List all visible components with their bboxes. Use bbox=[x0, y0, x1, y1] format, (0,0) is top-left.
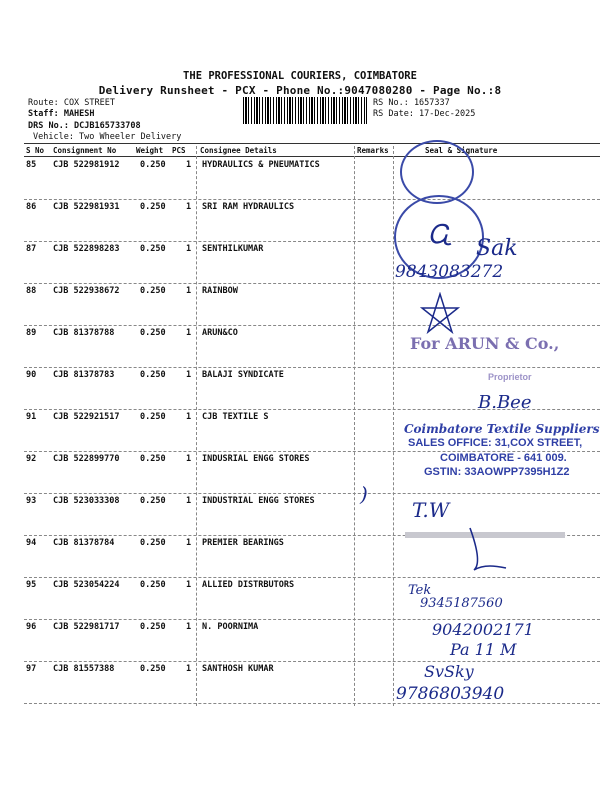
header-bottom-rule bbox=[24, 156, 600, 157]
signature-drawing bbox=[418, 292, 462, 336]
col-pcs: PCS bbox=[172, 146, 186, 155]
row-sno: 85 bbox=[26, 160, 37, 170]
vehicle-label: Vehicle: Two Wheeler Delivery bbox=[33, 132, 182, 142]
staff-label: Staff: MAHESH bbox=[28, 109, 95, 119]
col-signature: Seal & Signature bbox=[425, 146, 498, 155]
row-divider bbox=[24, 661, 600, 662]
row-weight: 0.250 bbox=[140, 622, 166, 632]
row-sno: 92 bbox=[26, 454, 37, 464]
row-weight: 0.250 bbox=[140, 370, 166, 380]
col-consignee: Consignee Details bbox=[200, 146, 277, 155]
row-sno: 88 bbox=[26, 286, 37, 296]
row-divider bbox=[24, 199, 600, 200]
row-weight: 0.250 bbox=[140, 454, 166, 464]
col-divider bbox=[196, 146, 197, 706]
signature-drawing bbox=[460, 520, 510, 575]
textile-stamp-title: Coimbatore Textile Suppliers bbox=[404, 422, 600, 436]
row-weight: 0.250 bbox=[140, 538, 166, 548]
col-consignment: Consignment No bbox=[53, 146, 117, 155]
row-consignee: ARUN&CO bbox=[202, 328, 238, 338]
row-sno: 93 bbox=[26, 496, 37, 506]
row-divider bbox=[24, 703, 600, 704]
row-consignment-no: CJB 523054224 bbox=[53, 580, 120, 590]
row-consignment-no: CJB 81557388 bbox=[53, 664, 115, 674]
textile-stamp-line: SALES OFFICE: 31,COX STREET, bbox=[408, 437, 583, 449]
handwritten-phone: 9042002171 bbox=[432, 620, 534, 639]
company-title: THE PROFESSIONAL COURIERS, COIMBATORE bbox=[183, 70, 417, 82]
row-weight: 0.250 bbox=[140, 580, 166, 590]
row-consignee: PREMIER BEARINGS bbox=[202, 538, 284, 548]
row-divider bbox=[24, 283, 600, 284]
row-consignment-no: CJB 81378788 bbox=[53, 328, 115, 338]
row-consignment-no: CJB 522981912 bbox=[53, 160, 120, 170]
row-divider bbox=[24, 577, 600, 578]
textile-stamp-line: GSTIN: 33AOWPP7395H1Z2 bbox=[424, 466, 570, 478]
row-sno: 90 bbox=[26, 370, 37, 380]
signature-scribble: Pa 11 M bbox=[450, 640, 517, 659]
row-pcs: 1 bbox=[186, 538, 192, 548]
signature-scribble: Tek bbox=[408, 583, 432, 598]
row-divider bbox=[24, 325, 600, 326]
row-weight: 0.250 bbox=[140, 664, 166, 674]
row-sno: 95 bbox=[26, 580, 37, 590]
row-pcs: 1 bbox=[186, 622, 192, 632]
row-sno: 94 bbox=[26, 538, 37, 548]
row-consignee: INDUSRIAL ENGG STORES bbox=[202, 454, 310, 464]
row-consignee: SENTHILKUMAR bbox=[202, 244, 264, 254]
row-pcs: 1 bbox=[186, 496, 192, 506]
row-consignment-no: CJB 523033308 bbox=[53, 496, 120, 506]
row-sno: 86 bbox=[26, 202, 37, 212]
row-sno: 91 bbox=[26, 412, 37, 422]
row-pcs: 1 bbox=[186, 160, 192, 170]
row-weight: 0.250 bbox=[140, 328, 166, 338]
row-weight: 0.250 bbox=[140, 202, 166, 212]
rs-number: RS No.: 1657337 bbox=[373, 98, 450, 108]
textile-stamp-line: COIMBATORE - 641 009. bbox=[440, 452, 567, 464]
barcode bbox=[243, 97, 367, 124]
row-consignment-no: CJB 522938672 bbox=[53, 286, 120, 296]
row-sno: 87 bbox=[26, 244, 37, 254]
signature-scribble: Sak bbox=[476, 236, 518, 261]
row-consignment-no: CJB 81378784 bbox=[53, 538, 115, 548]
row-pcs: 1 bbox=[186, 286, 192, 296]
signature-scribble: SvSky bbox=[424, 662, 474, 681]
proprietor-label: Proprietor bbox=[488, 372, 532, 382]
rs-date: RS Date: 17-Dec-2025 bbox=[373, 109, 476, 119]
handwritten-phone: 9843083272 bbox=[395, 262, 504, 282]
row-weight: 0.250 bbox=[140, 286, 166, 296]
row-consignment-no: CJB 522898283 bbox=[53, 244, 120, 254]
row-consignee: CJB TEXTILE S bbox=[202, 412, 269, 422]
handwritten-phone: 9786803940 bbox=[396, 684, 505, 704]
row-weight: 0.250 bbox=[140, 496, 166, 506]
row-consignee: BALAJI SYNDICATE bbox=[202, 370, 284, 380]
row-pcs: 1 bbox=[186, 244, 192, 254]
row-consignment-no: CJB 522921517 bbox=[53, 412, 120, 422]
route-label: Route: COX STREET bbox=[28, 98, 115, 108]
row-consignee: SANTHOSH KUMAR bbox=[202, 664, 274, 674]
row-pcs: 1 bbox=[186, 412, 192, 422]
signature-scribble: ) bbox=[360, 482, 368, 506]
row-sno: 96 bbox=[26, 622, 37, 632]
col-remarks: Remarks bbox=[357, 146, 389, 155]
row-sno: 89 bbox=[26, 328, 37, 338]
row-consignee: ALLIED DISTRBUTORS bbox=[202, 580, 295, 590]
row-pcs: 1 bbox=[186, 580, 192, 590]
row-consignment-no: CJB 81378783 bbox=[53, 370, 115, 380]
handwritten-phone: 9345187560 bbox=[420, 596, 503, 611]
row-divider bbox=[24, 493, 600, 494]
signature-scribble: T.W bbox=[412, 498, 450, 522]
row-weight: 0.250 bbox=[140, 244, 166, 254]
row-pcs: 1 bbox=[186, 454, 192, 464]
row-pcs: 1 bbox=[186, 202, 192, 212]
header-top-rule bbox=[24, 143, 600, 144]
col-divider bbox=[354, 146, 355, 706]
row-consignment-no: CJB 522981717 bbox=[53, 622, 120, 632]
row-consignee: RAINBOW bbox=[202, 286, 238, 296]
row-pcs: 1 bbox=[186, 328, 192, 338]
arun-co-stamp: For ARUN & Co., bbox=[410, 334, 560, 353]
row-pcs: 1 bbox=[186, 370, 192, 380]
row-consignee: SRI RAM HYDRAULICS bbox=[202, 202, 295, 212]
signature-scribble: Ꮹ bbox=[428, 220, 453, 250]
row-sno: 97 bbox=[26, 664, 37, 674]
row-consignee: INDUSTRIAL ENGG STORES bbox=[202, 496, 315, 506]
row-consignment-no: CJB 522899770 bbox=[53, 454, 120, 464]
col-weight: Weight bbox=[136, 146, 164, 155]
col-sno: S No bbox=[26, 146, 45, 155]
row-weight: 0.250 bbox=[140, 412, 166, 422]
row-pcs: 1 bbox=[186, 664, 192, 674]
drs-label: DRS No.: DCJB165733708 bbox=[28, 121, 141, 131]
row-consignment-no: CJB 522981931 bbox=[53, 202, 120, 212]
row-weight: 0.250 bbox=[140, 160, 166, 170]
row-divider bbox=[24, 367, 600, 368]
signature-scribble: B.Bee bbox=[478, 392, 532, 413]
row-consignee: N. POORNIMA bbox=[202, 622, 259, 632]
runsheet-title: Delivery Runsheet - PCX - Phone No.:9047080280 - Page No.:8 bbox=[98, 84, 502, 97]
row-consignee: HYDRAULICS & PNEUMATICS bbox=[202, 160, 320, 170]
